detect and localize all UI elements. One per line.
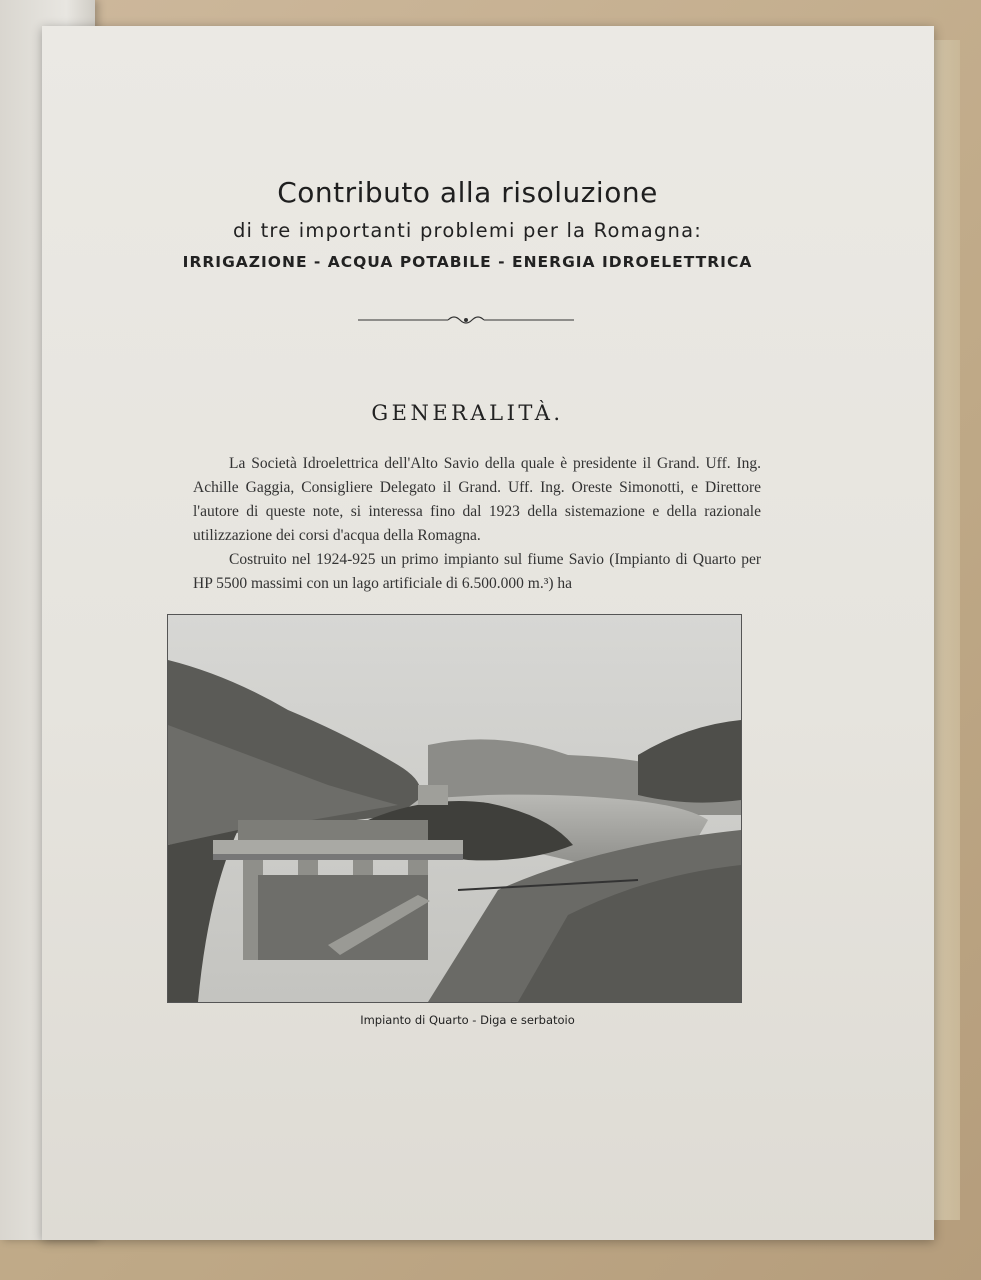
paragraph-1-text: La Società Idroelettrica dell'Alto Savio della quale è presidente il Grand. Uff. Ing. Achille Gaggia, Consigliere Delegato il Grand. Uff. Ing. Oreste Simonotti, e Direttore l'autore di queste note, si interessa fino dal 1923 della sistemazione e della razionale utilizzazione dei corsi d'acqua della Romagna.: [193, 455, 761, 544]
page-title: Contributo alla risoluzione: [277, 176, 658, 209]
topics-line: IRRIGAZIONE - ACQUA POTABILE - ENERGIA IDROELETTRICA: [182, 253, 753, 271]
paragraph-1: [193, 452, 761, 548]
ornament-divider: [358, 313, 574, 327]
photo-caption: Impianto di Quarto - Diga e serbatoio: [360, 1013, 575, 1027]
dam-photograph: [167, 614, 742, 1003]
page-subtitle: di tre importanti problemi per la Romagna:: [232, 219, 703, 242]
paragraph-2: [193, 548, 761, 596]
paragraph-2-text: Costruito nel 1924-925 un primo impianto sul fiume Savio (Impianto di Quarto per HP 5500 massimi con un lago artificiale di 6.500.000 m.³) ha: [193, 551, 761, 592]
section-heading: GENERALITÀ.: [371, 401, 564, 425]
